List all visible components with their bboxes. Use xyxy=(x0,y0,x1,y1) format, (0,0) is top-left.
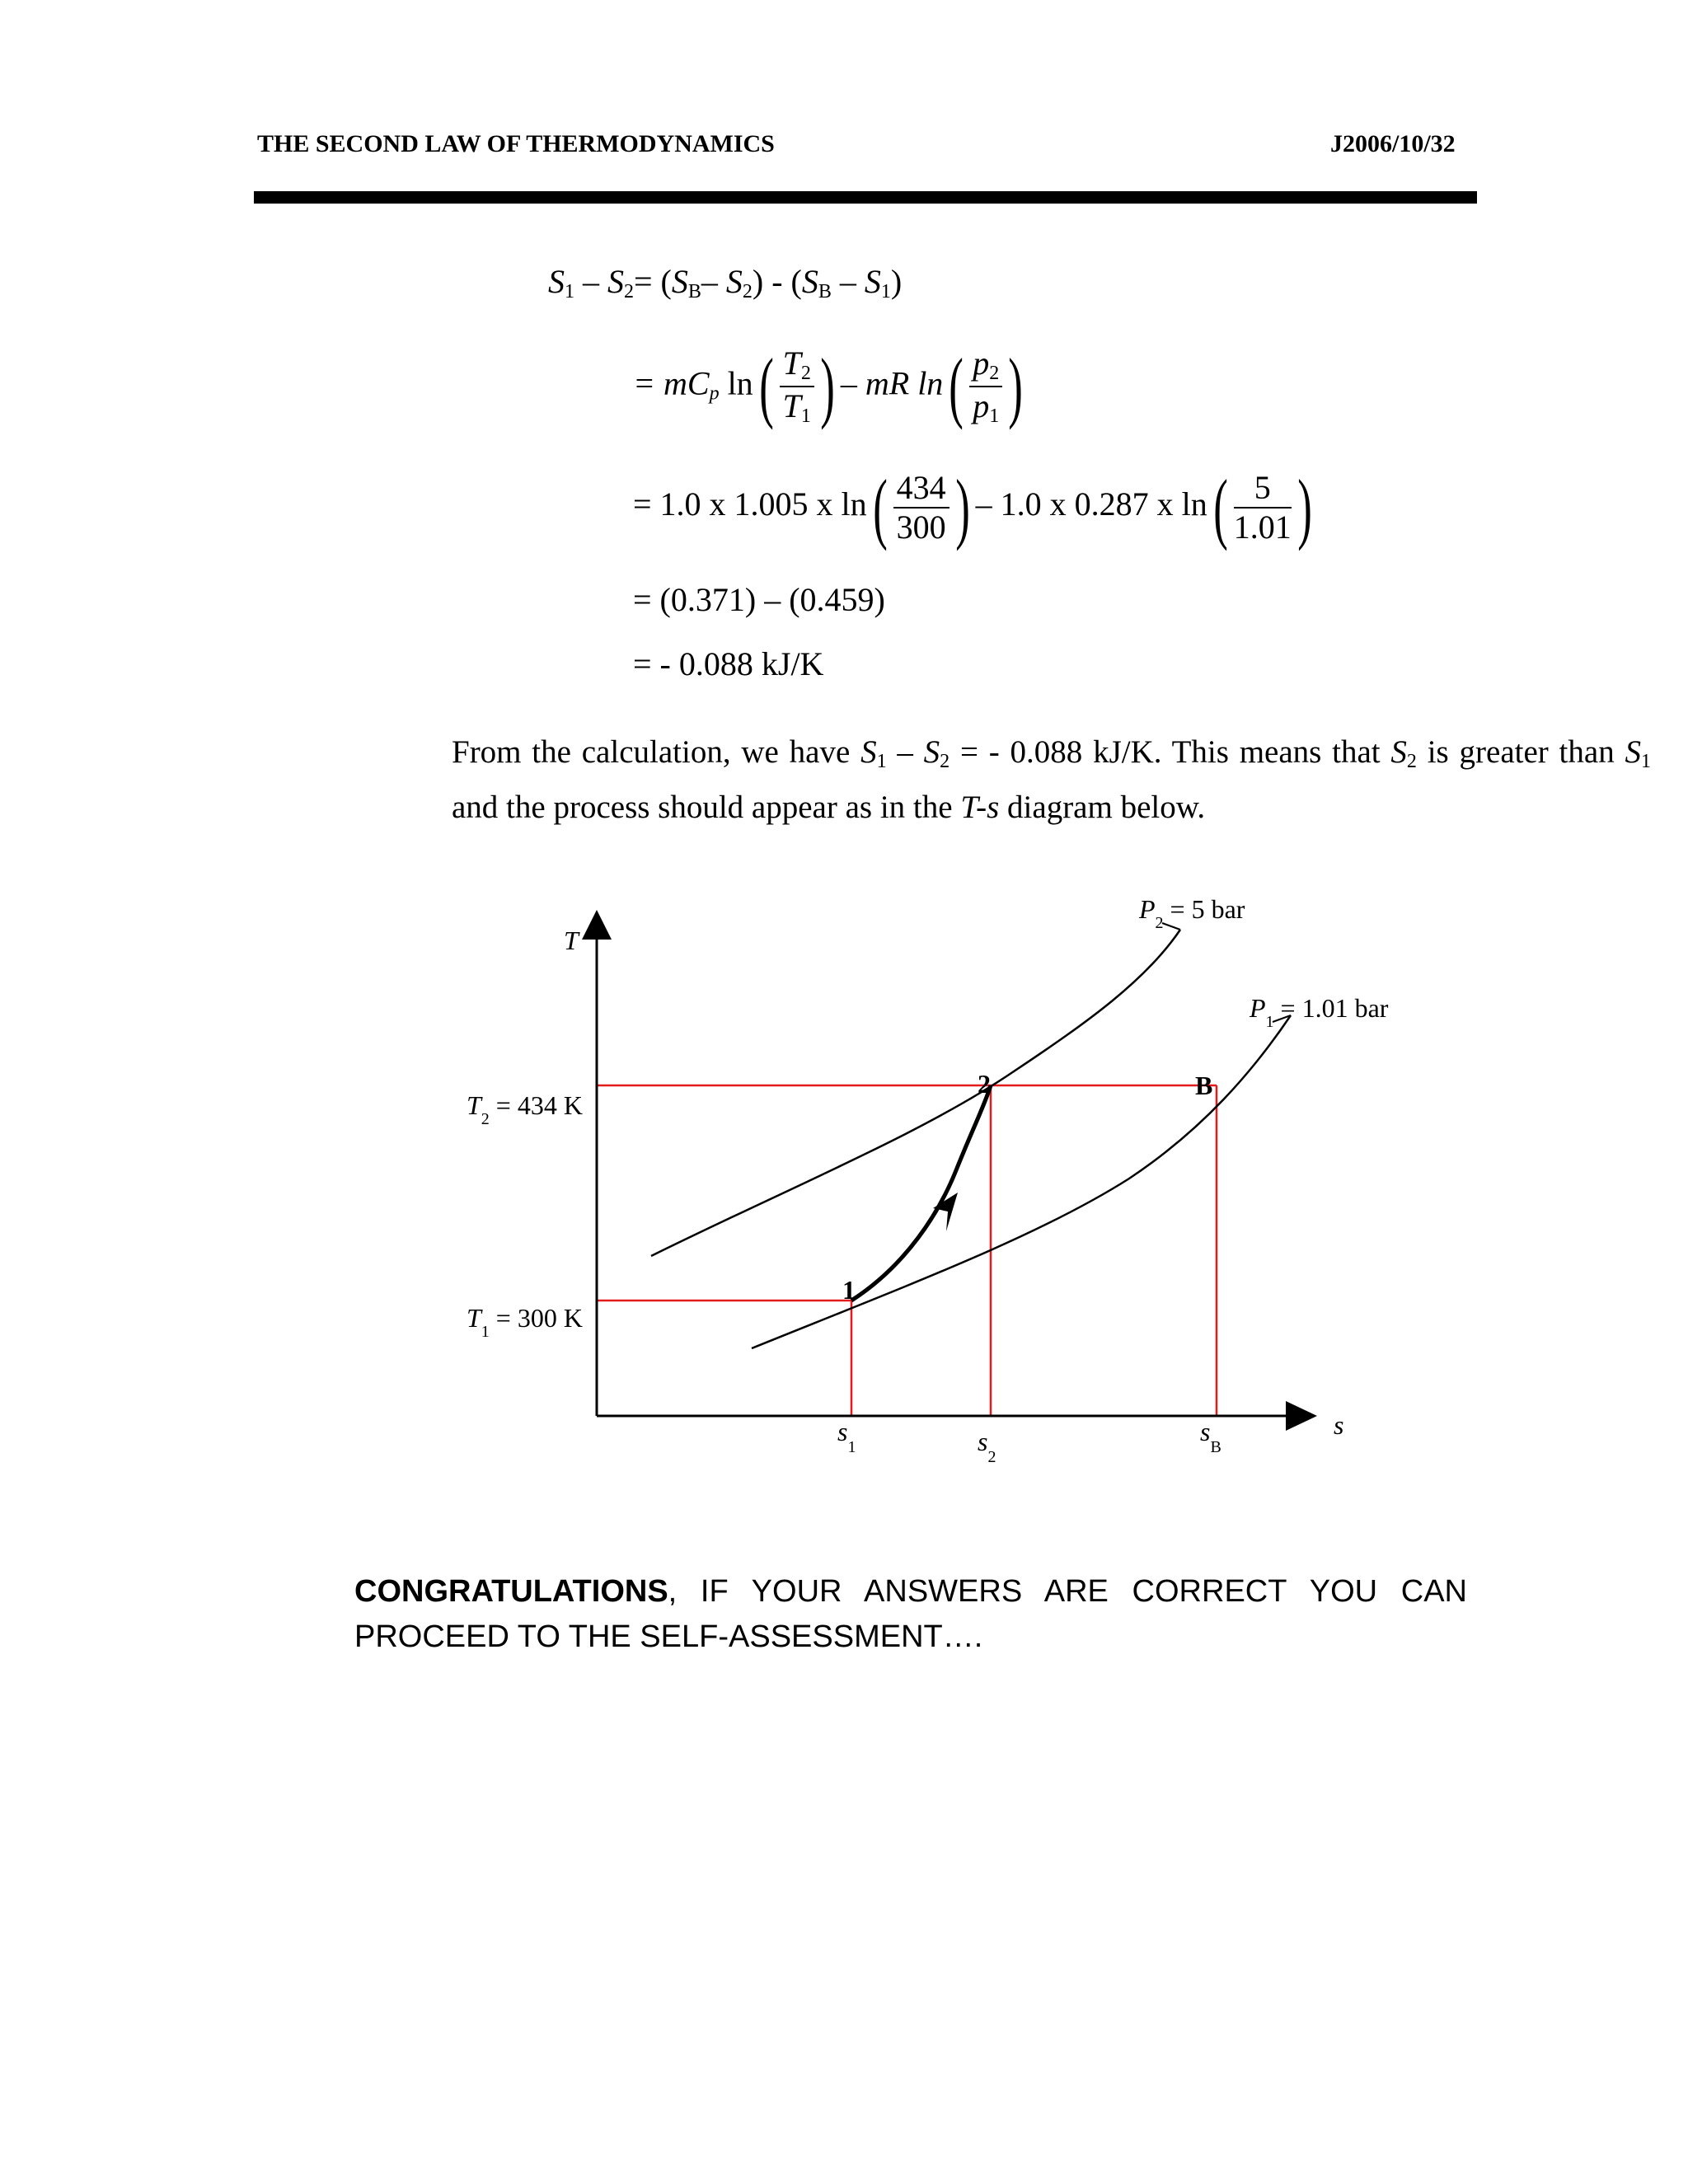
fraction-5-1.01: $\frac{5}{1.01}$ xyxy=(1233,469,1292,546)
s2-label: $s_2$ xyxy=(978,1427,996,1466)
t-axis-arrow-icon xyxy=(582,910,612,940)
s-axis-label: s xyxy=(1334,1410,1344,1440)
equation-line-2: = $mC_p$ ln( $\frac{T_2}{T_1}$ ) – mR ln( $\frac{p_2}{p_1}$ ) xyxy=(633,342,1024,431)
pressure-ratio: $\frac{p_2}{p_1}$ xyxy=(969,346,1002,427)
header-title: THE SECOND LAW OF THERMODYNAMICS xyxy=(257,130,775,157)
point-b-label: B xyxy=(1195,1071,1213,1100)
s-axis-arrow-icon xyxy=(1286,1401,1317,1431)
congratulations-message: CONGRATULATIONS, IF YOUR ANSWERS ARE CORRECT YOU CAN PROCEED TO THE SELF-ASSESSMENT…. xyxy=(354,1574,1467,1654)
equation-line-5: = - 0.088 kJ/K xyxy=(633,645,824,682)
p2-isobar-curve xyxy=(651,930,1180,1256)
point-1-label: 1 xyxy=(842,1275,856,1305)
t1-label: $T_1 = 300$ K xyxy=(467,1303,583,1341)
explanation-paragraph: From the calculation, we have $S_1 - S_2$ = - 0.088 kJ/K. This means that $S_2$ is greater than $S_1$ and the process should appear as in the T-s diagram below. xyxy=(452,734,1651,825)
equation-line-3: = 1.0 x 1.005 x ln( $\frac{434}{300}$ ) – 1.0 x 0.287 x ln( $\frac{5}{1.01}$ ) xyxy=(633,463,1312,551)
s1-label: $s_1$ xyxy=(837,1417,856,1456)
temperature-ratio: $\frac{T_2}{T_1}$ xyxy=(780,346,814,427)
t2-label: $T_2 = 434$ K xyxy=(467,1090,583,1128)
p2-leader-line xyxy=(1162,923,1180,930)
equation-line-4: = (0.371) – (0.459) xyxy=(633,581,885,618)
t-axis-label: T xyxy=(564,926,579,955)
fraction-434-300: $\frac{434}{300}$ xyxy=(893,471,950,545)
p2-label: $P_2 = 5$ bar xyxy=(1139,894,1245,932)
process-path-curve xyxy=(851,1085,991,1301)
axes xyxy=(597,935,1286,1416)
sb-label: $s_B$ xyxy=(1200,1417,1221,1456)
point-2-label: 2 xyxy=(978,1069,991,1099)
p1-label: $P_1 = 1.01$ bar xyxy=(1250,993,1389,1031)
header-code: J2006/10/32 xyxy=(1330,130,1456,157)
equation-line-1: $S_1 - S_2= (S_B-$ $S_2) - (S_B - S_1)$ xyxy=(548,263,903,302)
